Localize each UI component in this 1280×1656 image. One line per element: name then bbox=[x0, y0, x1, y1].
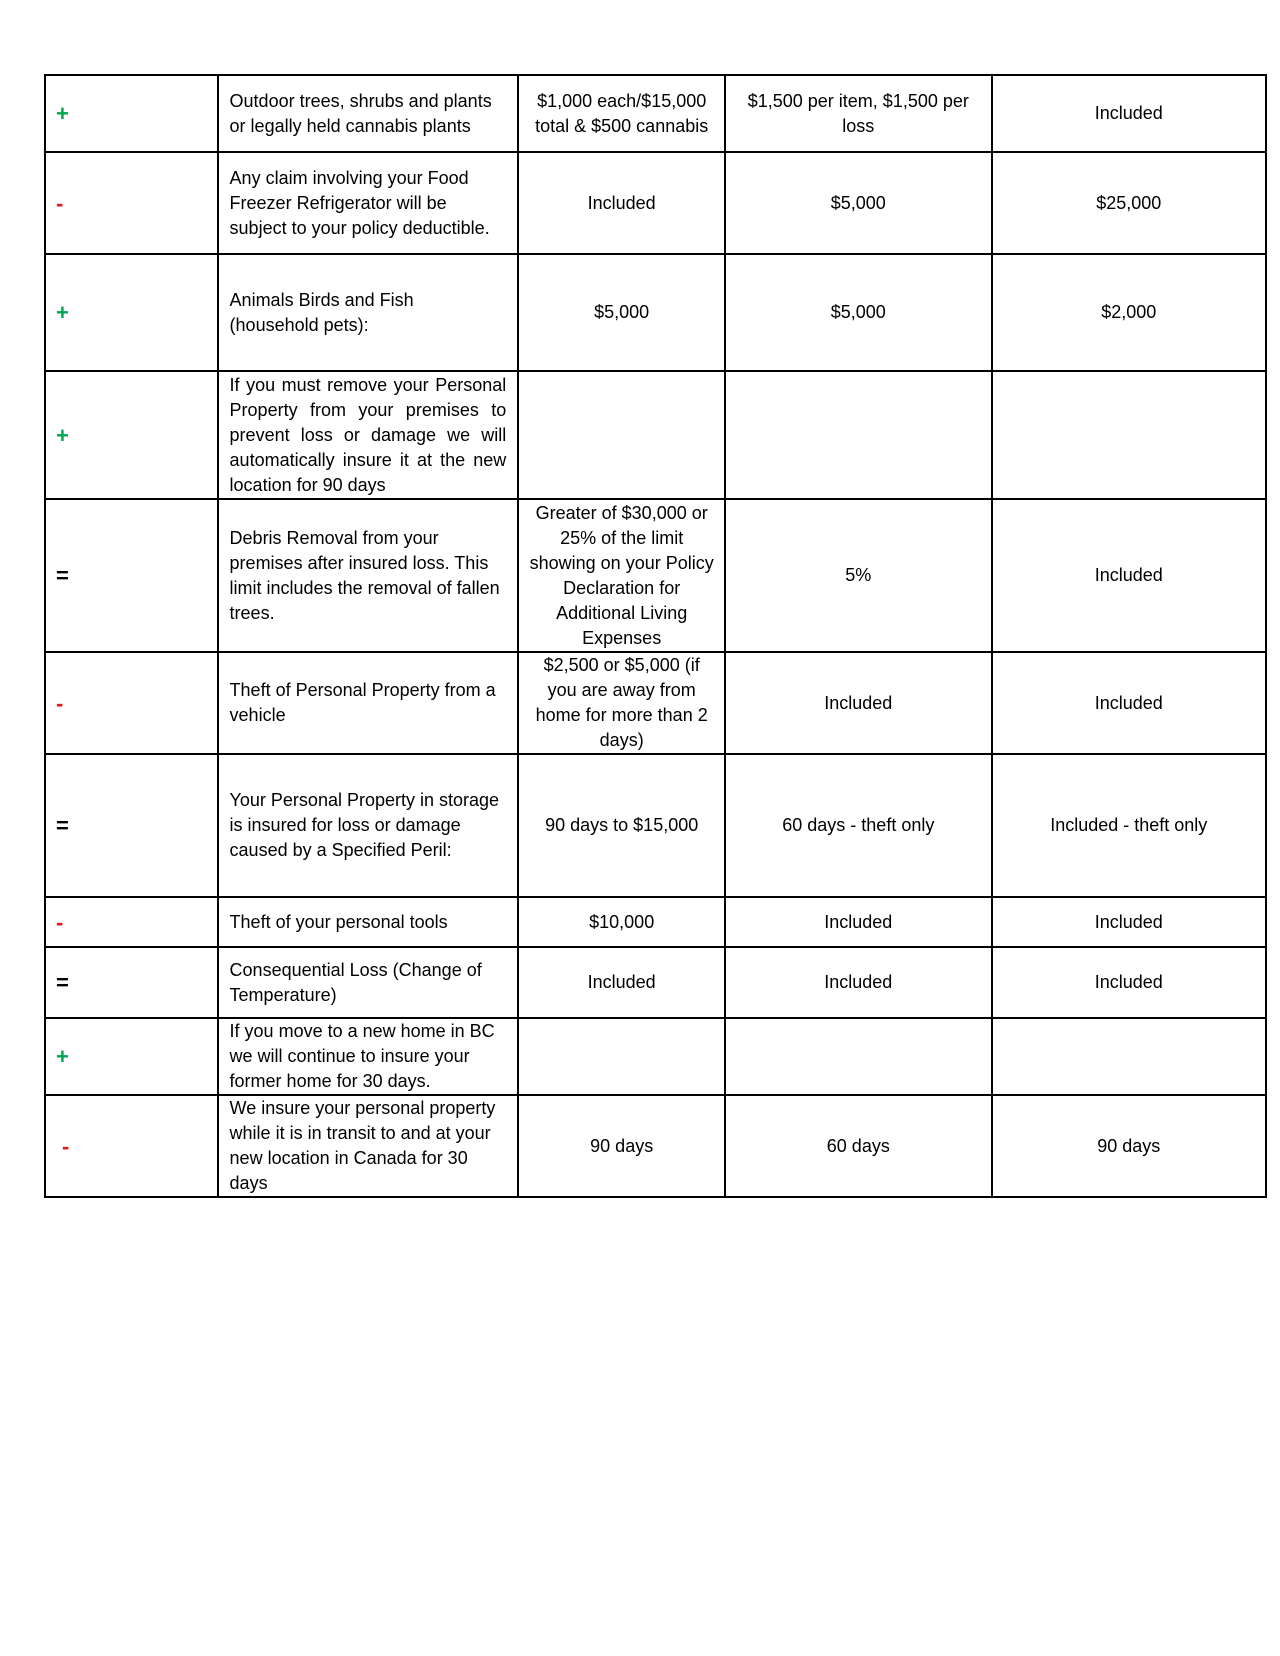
coverage-value-col1: Greater of $30,000 or 25% of the limit showing on your Policy Declaration for Additional Living Expenses bbox=[518, 499, 725, 652]
comparison-symbol: - bbox=[45, 1095, 218, 1197]
coverage-value-col1: Included bbox=[518, 947, 725, 1018]
coverage-value-col3 bbox=[992, 1018, 1267, 1095]
coverage-value-col3: Included bbox=[992, 75, 1267, 152]
coverage-description: We insure your personal property while it is in transit to and at your new location in Canada for 30 days bbox=[218, 1095, 519, 1197]
coverage-value-col3: Included - theft only bbox=[992, 754, 1267, 897]
table-row bbox=[45, 1095, 1266, 1197]
table-row bbox=[45, 754, 1266, 897]
coverage-value-col2 bbox=[725, 371, 991, 499]
coverage-value-col1: $5,000 bbox=[518, 254, 725, 371]
coverage-value-col3: Included bbox=[992, 897, 1267, 947]
coverage-value-col3: Included bbox=[992, 947, 1267, 1018]
coverage-description: If you must remove your Personal Property from your premises to prevent loss or damage we will automatically insure it at the new location for 90 days bbox=[218, 371, 519, 499]
coverage-description: Debris Removal from your premises after insured loss. This limit includes the removal of fallen trees. bbox=[218, 499, 519, 652]
coverage-value-col1 bbox=[518, 1018, 725, 1095]
coverage-value-col1: $2,500 or $5,000 (if you are away from home for more than 2 days) bbox=[518, 652, 725, 754]
table-row bbox=[45, 1018, 1266, 1095]
table-row bbox=[45, 897, 1266, 947]
comparison-symbol: + bbox=[45, 1018, 218, 1095]
coverage-value-col1: 90 days bbox=[518, 1095, 725, 1197]
coverage-value-col2: 5% bbox=[725, 499, 991, 652]
coverage-description: Theft of Personal Property from a vehicle bbox=[218, 652, 519, 754]
coverage-value-col1: $10,000 bbox=[518, 897, 725, 947]
coverage-value-col1: 90 days to $15,000 bbox=[518, 754, 725, 897]
coverage-description: If you move to a new home in BC we will continue to insure your former home for 30 days. bbox=[218, 1018, 519, 1095]
comparison-symbol: = bbox=[45, 499, 218, 652]
coverage-value-col1: Included bbox=[518, 152, 725, 254]
comparison-symbol: - bbox=[45, 152, 218, 254]
coverage-value-col2: 60 days bbox=[725, 1095, 991, 1197]
coverage-value-col1 bbox=[518, 371, 725, 499]
coverage-comparison-table bbox=[44, 74, 1267, 1198]
coverage-description: Outdoor trees, shrubs and plants or legally held cannabis plants bbox=[218, 75, 519, 152]
table-row bbox=[45, 254, 1266, 371]
table-row bbox=[45, 499, 1266, 652]
coverage-description: Any claim involving your Food Freezer Refrigerator will be subject to your policy deductible. bbox=[218, 152, 519, 254]
coverage-value-col2: $1,500 per item, $1,500 per loss bbox=[725, 75, 991, 152]
table-row bbox=[45, 75, 1266, 152]
coverage-description: Your Personal Property in storage is insured for loss or damage caused by a Specified Peril: bbox=[218, 754, 519, 897]
table-row bbox=[45, 652, 1266, 754]
coverage-value-col2: $5,000 bbox=[725, 254, 991, 371]
comparison-symbol: = bbox=[45, 754, 218, 897]
coverage-description: Theft of your personal tools bbox=[218, 897, 519, 947]
coverage-value-col2: 60 days - theft only bbox=[725, 754, 991, 897]
coverage-value-col1: $1,000 each/$15,000 total & $500 cannabis bbox=[518, 75, 725, 152]
coverage-value-col3: 90 days bbox=[992, 1095, 1267, 1197]
comparison-symbol: + bbox=[45, 371, 218, 499]
coverage-value-col2 bbox=[725, 1018, 991, 1095]
comparison-symbol: = bbox=[45, 947, 218, 1018]
coverage-value-col3: Included bbox=[992, 499, 1267, 652]
coverage-value-col2: $5,000 bbox=[725, 152, 991, 254]
coverage-value-col3: $25,000 bbox=[992, 152, 1267, 254]
comparison-symbol: + bbox=[45, 75, 218, 152]
coverage-value-col3: Included bbox=[992, 652, 1267, 754]
comparison-symbol: + bbox=[45, 254, 218, 371]
table-row bbox=[45, 947, 1266, 1018]
coverage-value-col2: Included bbox=[725, 652, 991, 754]
table-row bbox=[45, 152, 1266, 254]
coverage-description: Animals Birds and Fish (household pets): bbox=[218, 254, 519, 371]
coverage-value-col2: Included bbox=[725, 947, 991, 1018]
coverage-value-col2: Included bbox=[725, 897, 991, 947]
coverage-value-col3 bbox=[992, 371, 1267, 499]
coverage-description: Consequential Loss (Change of Temperature) bbox=[218, 947, 519, 1018]
comparison-symbol: - bbox=[45, 652, 218, 754]
table-row bbox=[45, 371, 1266, 499]
coverage-value-col3: $2,000 bbox=[992, 254, 1267, 371]
comparison-symbol: - bbox=[45, 897, 218, 947]
